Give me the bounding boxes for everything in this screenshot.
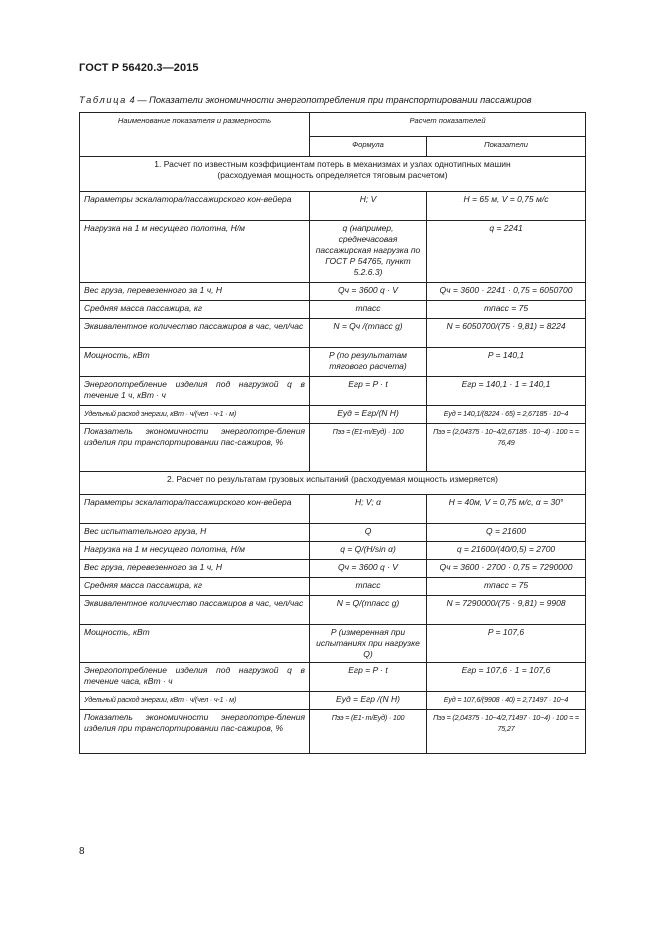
row-value: H = 65 м, V = 0,75 м/с — [427, 192, 586, 221]
table-row — [80, 710, 586, 754]
row-formula: N = Qч /(mпасс g) — [310, 319, 427, 348]
row-name: Показатель экономичности энергопотре-бления изделия при транспортировании пас-сажиров, % — [80, 710, 310, 754]
row-value: P = 140,1 — [427, 348, 586, 377]
row-formula: P (измеренная при испытаниях при нагрузке Q) — [310, 625, 427, 663]
row-formula: Qч = 3600 q · V — [310, 283, 427, 301]
row-value: Eуд = 140,1/(8224 · 65) = 2,67185 · 10−4 — [427, 406, 586, 424]
row-value: Пээ = (2,04375 · 10−4/2,71497 · 10−4) · 100 = = 75,27 — [427, 710, 586, 754]
row-value: Eгр = 107,6 · 1 = 107,6 — [427, 663, 586, 692]
row-value: mпасс = 75 — [427, 301, 586, 319]
row-name: Параметры эскалатора/пассажирского кон-вейера — [80, 192, 310, 221]
table-caption-text: 4 — Показатели экономичности энергопотребления при транспортировании пассажиров — [126, 95, 532, 105]
table-row — [80, 663, 586, 692]
row-formula: Q — [310, 524, 427, 542]
row-name: Мощность, кВт — [80, 625, 310, 663]
table-row — [80, 283, 586, 301]
table-row — [80, 221, 586, 283]
row-formula: mпасс — [310, 301, 427, 319]
row-name: Вес груза, перевезенного за 1 ч, Н — [80, 560, 310, 578]
table-row — [80, 542, 586, 560]
section-1-title-line2: (расходуемая мощность определяется тяговым расчетом) — [217, 170, 448, 180]
column-header-calc: Расчет показателей — [310, 113, 586, 137]
row-value: mпасс = 75 — [427, 578, 586, 596]
row-name: Вес груза, перевезенного за 1 ч, Н — [80, 283, 310, 301]
row-value: Eуд = 107,6/(9908 · 40) = 2,71497 · 10−4 — [427, 692, 586, 710]
row-formula: Eгр = P · t — [310, 663, 427, 692]
row-name: Вес испытательного груза, Н — [80, 524, 310, 542]
row-name: Нагрузка на 1 м несущего полотна, Н/м — [80, 221, 310, 283]
row-value: Пээ = (2,04375 · 10−4/2,67185 · 10−4) · 100 = = 76,49 — [427, 424, 586, 472]
table-caption — [79, 95, 532, 105]
row-formula: Eгр = P · t — [310, 377, 427, 406]
row-value: H = 40м, V = 0,75 м/с, α = 30° — [427, 495, 586, 524]
table-row — [80, 692, 586, 710]
section-1-title-line1: 1. Расчет по известным коэффициентам потерь в механизмах и узлах однотипных машин — [154, 159, 511, 169]
row-name: Нагрузка на 1 м несущего полотна, Н/м — [80, 542, 310, 560]
section-1-title — [80, 157, 586, 192]
row-formula: q = Q/(H/sin α) — [310, 542, 427, 560]
row-name: Удельный расход энергии, кВт · ч/(чел · ч-1 · м) — [80, 406, 310, 424]
table-row — [80, 348, 586, 377]
table-row — [80, 319, 586, 348]
table-row — [80, 495, 586, 524]
column-header-formula: Формула — [310, 137, 427, 157]
row-value: N = 6050700/(75 · 9,81) = 8224 — [427, 319, 586, 348]
row-value: Eгр = 140,1 · 1 = 140,1 — [427, 377, 586, 406]
row-value: Qч = 3600 · 2241 · 0,75 = 6050700 — [427, 283, 586, 301]
table-row — [80, 377, 586, 406]
row-name: Эквивалентное количество пассажиров в час, чел/час — [80, 319, 310, 348]
row-name: Средняя масса пассажира, кг — [80, 301, 310, 319]
row-value: N = 7290000/(75 · 9,81) = 9908 — [427, 596, 586, 625]
row-value: Qч = 3600 · 2700 · 0,75 = 7290000 — [427, 560, 586, 578]
table-row — [80, 424, 586, 472]
table-row — [80, 560, 586, 578]
row-name: Удельный расход энергии, кВт · ч/(чел · ч-1 · м) — [80, 692, 310, 710]
row-value: Q = 21600 — [427, 524, 586, 542]
row-name: Мощность, кВт — [80, 348, 310, 377]
table-row — [80, 524, 586, 542]
table-row — [80, 625, 586, 663]
row-value: q = 21600/(40/0,5) = 2700 — [427, 542, 586, 560]
row-name: Эквивалентное количество пассажиров в час, чел/час — [80, 596, 310, 625]
row-formula: H; V — [310, 192, 427, 221]
row-formula: P (по результатам тягового расчета) — [310, 348, 427, 377]
column-header-values: Показатели — [427, 137, 586, 157]
page-number: 8 — [79, 846, 85, 857]
row-name: Энергопотребление изделия под нагрузкой q в течение часа, кВт · ч — [80, 663, 310, 692]
row-name: Показатель экономичности энергопотре-бления изделия при транспортировании пас-сажиров, % — [80, 424, 310, 472]
table-row — [80, 596, 586, 625]
section-row — [80, 472, 586, 495]
table-row — [80, 406, 586, 424]
row-name: Средняя масса пассажира, кг — [80, 578, 310, 596]
row-name: Энергопотребление изделия под нагрузкой q в течение 1 ч, кВт · ч — [80, 377, 310, 406]
table-row — [80, 301, 586, 319]
document-header: ГОСТ Р 56420.3—2015 — [79, 62, 199, 74]
row-formula: N = Q/(mпасс g) — [310, 596, 427, 625]
row-formula: Qч = 3600 q · V — [310, 560, 427, 578]
row-value: q = 2241 — [427, 221, 586, 283]
section-row — [80, 157, 586, 192]
section-2-title: 2. Расчет по результатам грузовых испытаний (расходуемая мощность измеряется) — [80, 472, 586, 495]
column-header-name: Наименование показателя и размерность — [80, 113, 310, 157]
table-header-row — [80, 113, 586, 137]
economy-table — [79, 112, 586, 754]
row-formula: Eуд = Eгр /(N H) — [310, 692, 427, 710]
row-formula: H; V; α — [310, 495, 427, 524]
table-caption-word: Таблица — [79, 95, 127, 105]
row-formula: Пээ = (E1- т/Eуд) · 100 — [310, 710, 427, 754]
row-name: Параметры эскалатора/пассажирского кон-вейера — [80, 495, 310, 524]
row-formula: mпасс — [310, 578, 427, 596]
row-formula: q (например, среднечасовая пассажирская нагрузка по ГОСТ Р 54765, пункт 5.2.6.3) — [310, 221, 427, 283]
row-formula: Eуд = Eгр/(N H) — [310, 406, 427, 424]
row-formula: Пээ = (E1-т/Eуд) · 100 — [310, 424, 427, 472]
table-row — [80, 578, 586, 596]
row-value: P = 107,6 — [427, 625, 586, 663]
table-row — [80, 192, 586, 221]
